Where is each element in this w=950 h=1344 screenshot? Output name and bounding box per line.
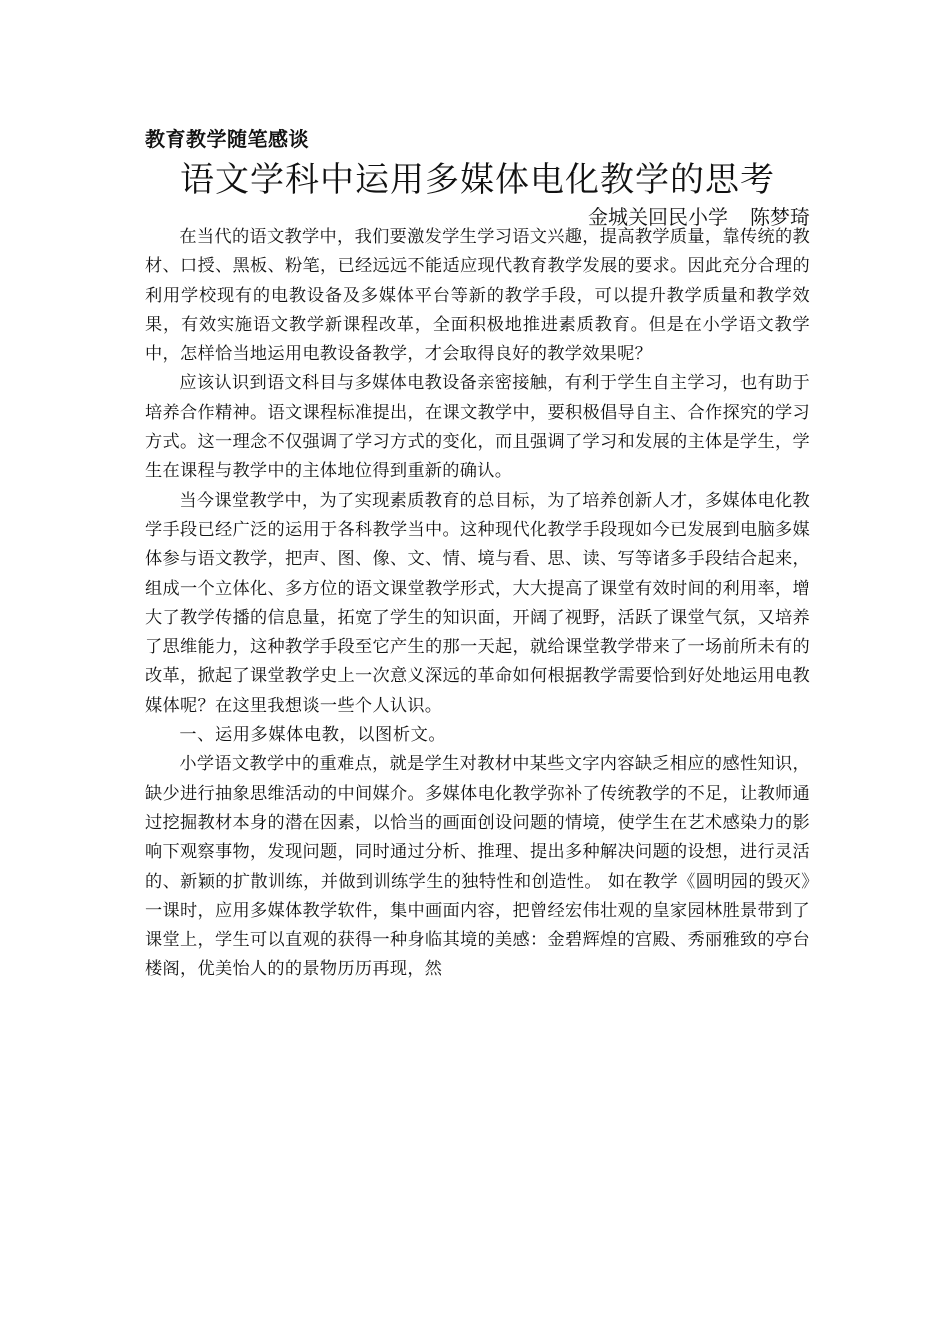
page-title: 语文学科中运用多媒体电化教学的思考 — [180, 160, 775, 200]
paragraph-intro: 在当代的语文教学中，我们要激发学生学习语文兴趣，提高教学质量，靠传统的教材、口授、黑板、粉笔，已经远远不能适应现代教育教学发展的要求。因此充分合理的利用学校现有的电教设备及多媒体平台等新的教学手段，可以提升教学质量和教学效果，有效实施语文教学新课程改革，全面积极地推进素质教育。但是在小学语文教学中，怎样恰当地运用电教设备教学，才会取得良好的教学效果呢？ — [145, 227, 810, 365]
paragraph-5: 小学语文教学中的重难点，就是学生对教材中某些文字内容缺乏相应的感性知识，缺少进行抽象思维活动的中间媒介。多媒体电化教学弥补了传统教学的不足，让教师通过挖掘教材本身的潜在因素，以恰当的画面创设问题的情境，使学生在艺术感染力的影响下观察事物，发现问题，同时通过分析、推理、提出多种解决问题的设想，进行灵活的、新颖的扩散训练，并做到训练学生的独特性和创造性。 如在教学《圆明园的毁灭》一课时，应用多媒体教学软件，集中画面内容，把曾经宏伟壮观的皇家园林胜景带到了课堂上，学生可以直观的获得一种身临其境的美感：金碧辉煌的宫殿、秀丽雅致的亭台楼阁，优美怡人的的景物历历再现，然 — [145, 754, 810, 980]
author-name: 陈梦琦 — [750, 205, 810, 229]
section-heading-1: 一、运用多媒体电教，以图析文。 — [179, 725, 447, 746]
category-heading: 教育教学随笔感谈 — [145, 127, 309, 151]
paragraph-2: 应该认识到语文科目与多媒体电教设备亲密接触，有利于学生自主学习，也有助于培养合作精神。语文课程标准提出，在课文教学中，要积极倡导自主、合作探究的学习方式。这一理念不仅强调了学习方式的变化，而且强调了学习和发展的主体是学生，学生在课程与教学中的主体地位得到重新的确认。 — [145, 373, 810, 482]
article-body — [145, 223, 810, 985]
paragraph-3: 当今课堂教学中，为了实现素质教育的总目标，为了培养创新人才，多媒体电化教学手段已经广泛的运用于各科教学当中。这种现代化教学手段现如今已发展到电脑多媒体参与语文教学，把声、图、像、文、情、境与看、思、读、写等诸多手段结合起来，组成一个立体化、多方位的语文课堂教学形式，大大提高了课堂有效时间的利用率，增大了教学传播的信息量，拓宽了学生的知识面，开阔了视野，活跃了课堂气氛，又培养了思维能力，这种教学手段至它产生的那一天起，就给课堂教学带来了一场前所未有的改革，掀起了课堂教学史上一次意义深远的革命如何根据教学需要恰到好处地运用电教媒体呢？在这里我想谈一些个人认识。 — [145, 490, 810, 716]
author-school: 金城关回民小学 — [588, 205, 728, 229]
